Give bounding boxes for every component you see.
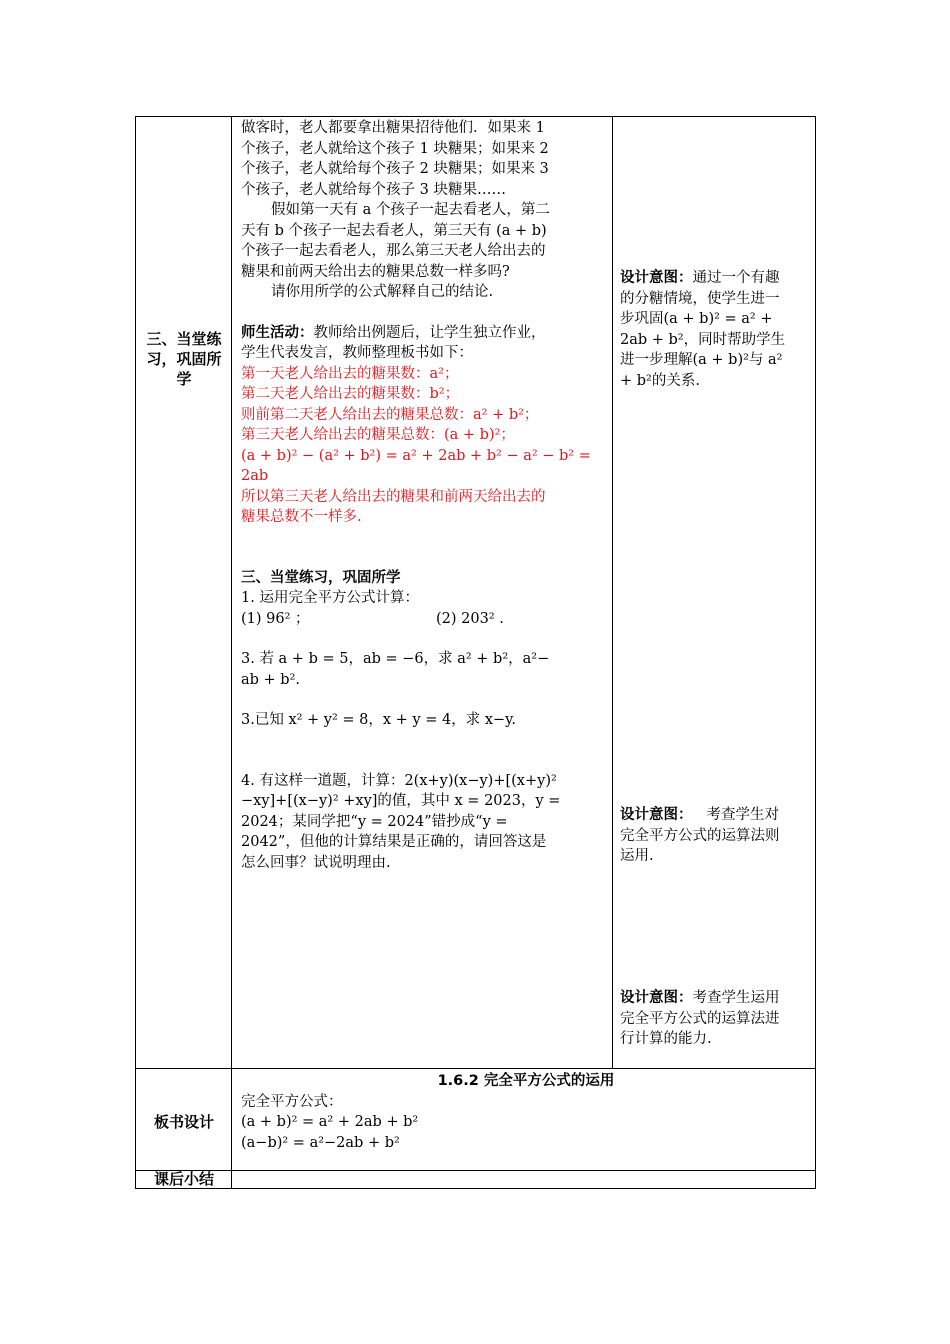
exercise-4-line: −xy]+[(x−y)² +xy]的值，其中 x = 2023，y = [241, 793, 561, 809]
practice-heading: 三、当堂练习，巩固所学 [241, 569, 401, 586]
design-intent-1 [620, 268, 812, 391]
question-line: 天有 b 个孩子一起去看老人，第三天有 (a + b) [241, 222, 547, 239]
story-line: 个孩子，老人就给这个孩子 1 块糖果；如果来 2 [241, 140, 549, 157]
exercise-1-parts [241, 609, 609, 630]
question-line: 个孩子一起去看老人，那么第三天老人给出去的 [241, 243, 546, 259]
table-divider-board [135, 1068, 816, 1069]
intent-text: 完全平方公式的运算法进 [620, 1010, 780, 1027]
intent-label: 设计意图： [620, 807, 693, 823]
exercise-4-line: 4. 有这样一道题，计算：2(x+y)(x−y)+[(x+y)² [241, 772, 557, 789]
exercise-4-line: 2042”，但他的计算结果是正确的，请回答这是 [241, 834, 547, 850]
table-border-right [815, 116, 816, 1189]
design-intent-2 [620, 805, 812, 867]
practice-exercises [241, 568, 609, 874]
section-label-practice: 三、当堂练习，巩固所学 [146, 330, 222, 388]
table-border-left [135, 116, 136, 1189]
board-note-line: 糖果总数不一样多. [241, 509, 362, 525]
story-question [241, 200, 609, 303]
board-design-content [241, 1071, 811, 1153]
intent-label: 设计意图： [620, 270, 693, 286]
main-content [241, 118, 609, 873]
board-note-line: (a + b)² − (a² + b²) = a² + 2ab + b² − a² − b² = [241, 447, 591, 464]
board-note-line: 所以第三天老人给出去的糖果和前两天给出去的 [241, 488, 546, 505]
intent-text: 完全平方公式的运算法则 [620, 827, 780, 844]
board-note-line: 第三天老人给出去的糖果总数：(a + b)²； [241, 427, 515, 443]
story-line: 个孩子，老人就给每个孩子 3 块糖果…… [241, 181, 506, 198]
intent-text: 通过一个有趣 [692, 270, 780, 286]
design-intent-3 [620, 988, 812, 1050]
activity-heading: 师生活动： [241, 324, 314, 341]
question-line: 糖果和前两天给出去的糖果总数一样多吗? [241, 263, 510, 280]
exercise-4-line: 2024；某同学把“y = 2024”错抄成“y = [241, 813, 508, 830]
exercise-1a: (1) 96² ； [241, 610, 310, 627]
question-line: 假如第一天有 a 个孩子一起去看老人，第二 [271, 202, 550, 218]
intent-text: 运用. [620, 848, 654, 864]
section-label-board: 板书设计 [153, 1113, 214, 1131]
question-line: 请你用所学的公式解释自己的结论. [271, 284, 494, 300]
section-label-summary: 课后小结 [153, 1170, 214, 1188]
story-line: 做客时，老人都要拿出糖果招待他们．如果来 1 [241, 120, 545, 136]
board-title: 1.6.2 完全平方公式的运用 [437, 1073, 615, 1089]
table-divider-label [231, 116, 232, 1189]
board-note-line: 第一天老人给出去的糖果数：a²； [241, 365, 459, 382]
activity-text: 教师给出例题后，让学生独立作业， [313, 324, 546, 341]
intent-text: 的分糖情境，使学生进一 [620, 290, 780, 307]
board-formula-2: (a−b)² = a²−2ab + b² [241, 1134, 400, 1151]
board-note-line: 第二天老人给出去的糖果数：b²； [241, 386, 460, 402]
board-formula-1: (a + b)² = a² + 2ab + b² [241, 1114, 419, 1130]
teacher-student-activity [241, 323, 609, 528]
table-divider-intent [612, 116, 613, 1069]
intent-text: 行计算的能力. [620, 1031, 712, 1047]
table-border-bottom [135, 1188, 816, 1189]
exercise-3b: 3.已知 x² + y² = 8，x + y = 4，求 x−y. [241, 712, 517, 728]
exercise-3-line: ab + b². [241, 671, 300, 688]
story-line: 个孩子，老人就给每个孩子 2 块糖果；如果来 3 [241, 161, 549, 177]
intent-text: 步巩固(a + b)² = a² + [620, 311, 773, 327]
intent-text: 进一步理解(a + b)²与 a² [620, 352, 783, 368]
board-subtitle: 完全平方公式： [241, 1093, 343, 1110]
table-divider-summary [135, 1170, 816, 1171]
exercise-1b: (2) 203² . [436, 610, 504, 627]
board-note-line: 2ab [241, 468, 269, 484]
exercise-1-title: 1. 运用完全平方公式计算： [241, 590, 419, 606]
intent-text: + b²的关系. [620, 372, 700, 389]
intent-label: 设计意图： [620, 990, 693, 1006]
activity-text: 学生代表发言，教师整理板书如下： [241, 345, 473, 361]
intent-text: 考查学生对 [706, 807, 779, 823]
intent-text: 考查学生运用 [692, 990, 780, 1006]
board-note-line: 则前第二天老人给出去的糖果总数：a² + b²； [241, 406, 539, 423]
table-border-top [135, 116, 816, 117]
story-text [241, 118, 609, 200]
exercise-4-line: 怎么回事？试说明理由. [241, 854, 391, 871]
intent-text: 2ab + b²，同时帮助学生 [620, 331, 786, 348]
exercise-3-line: 3. 若 a + b = 5，ab = −6，求 a² + b²，a²− [241, 651, 550, 667]
